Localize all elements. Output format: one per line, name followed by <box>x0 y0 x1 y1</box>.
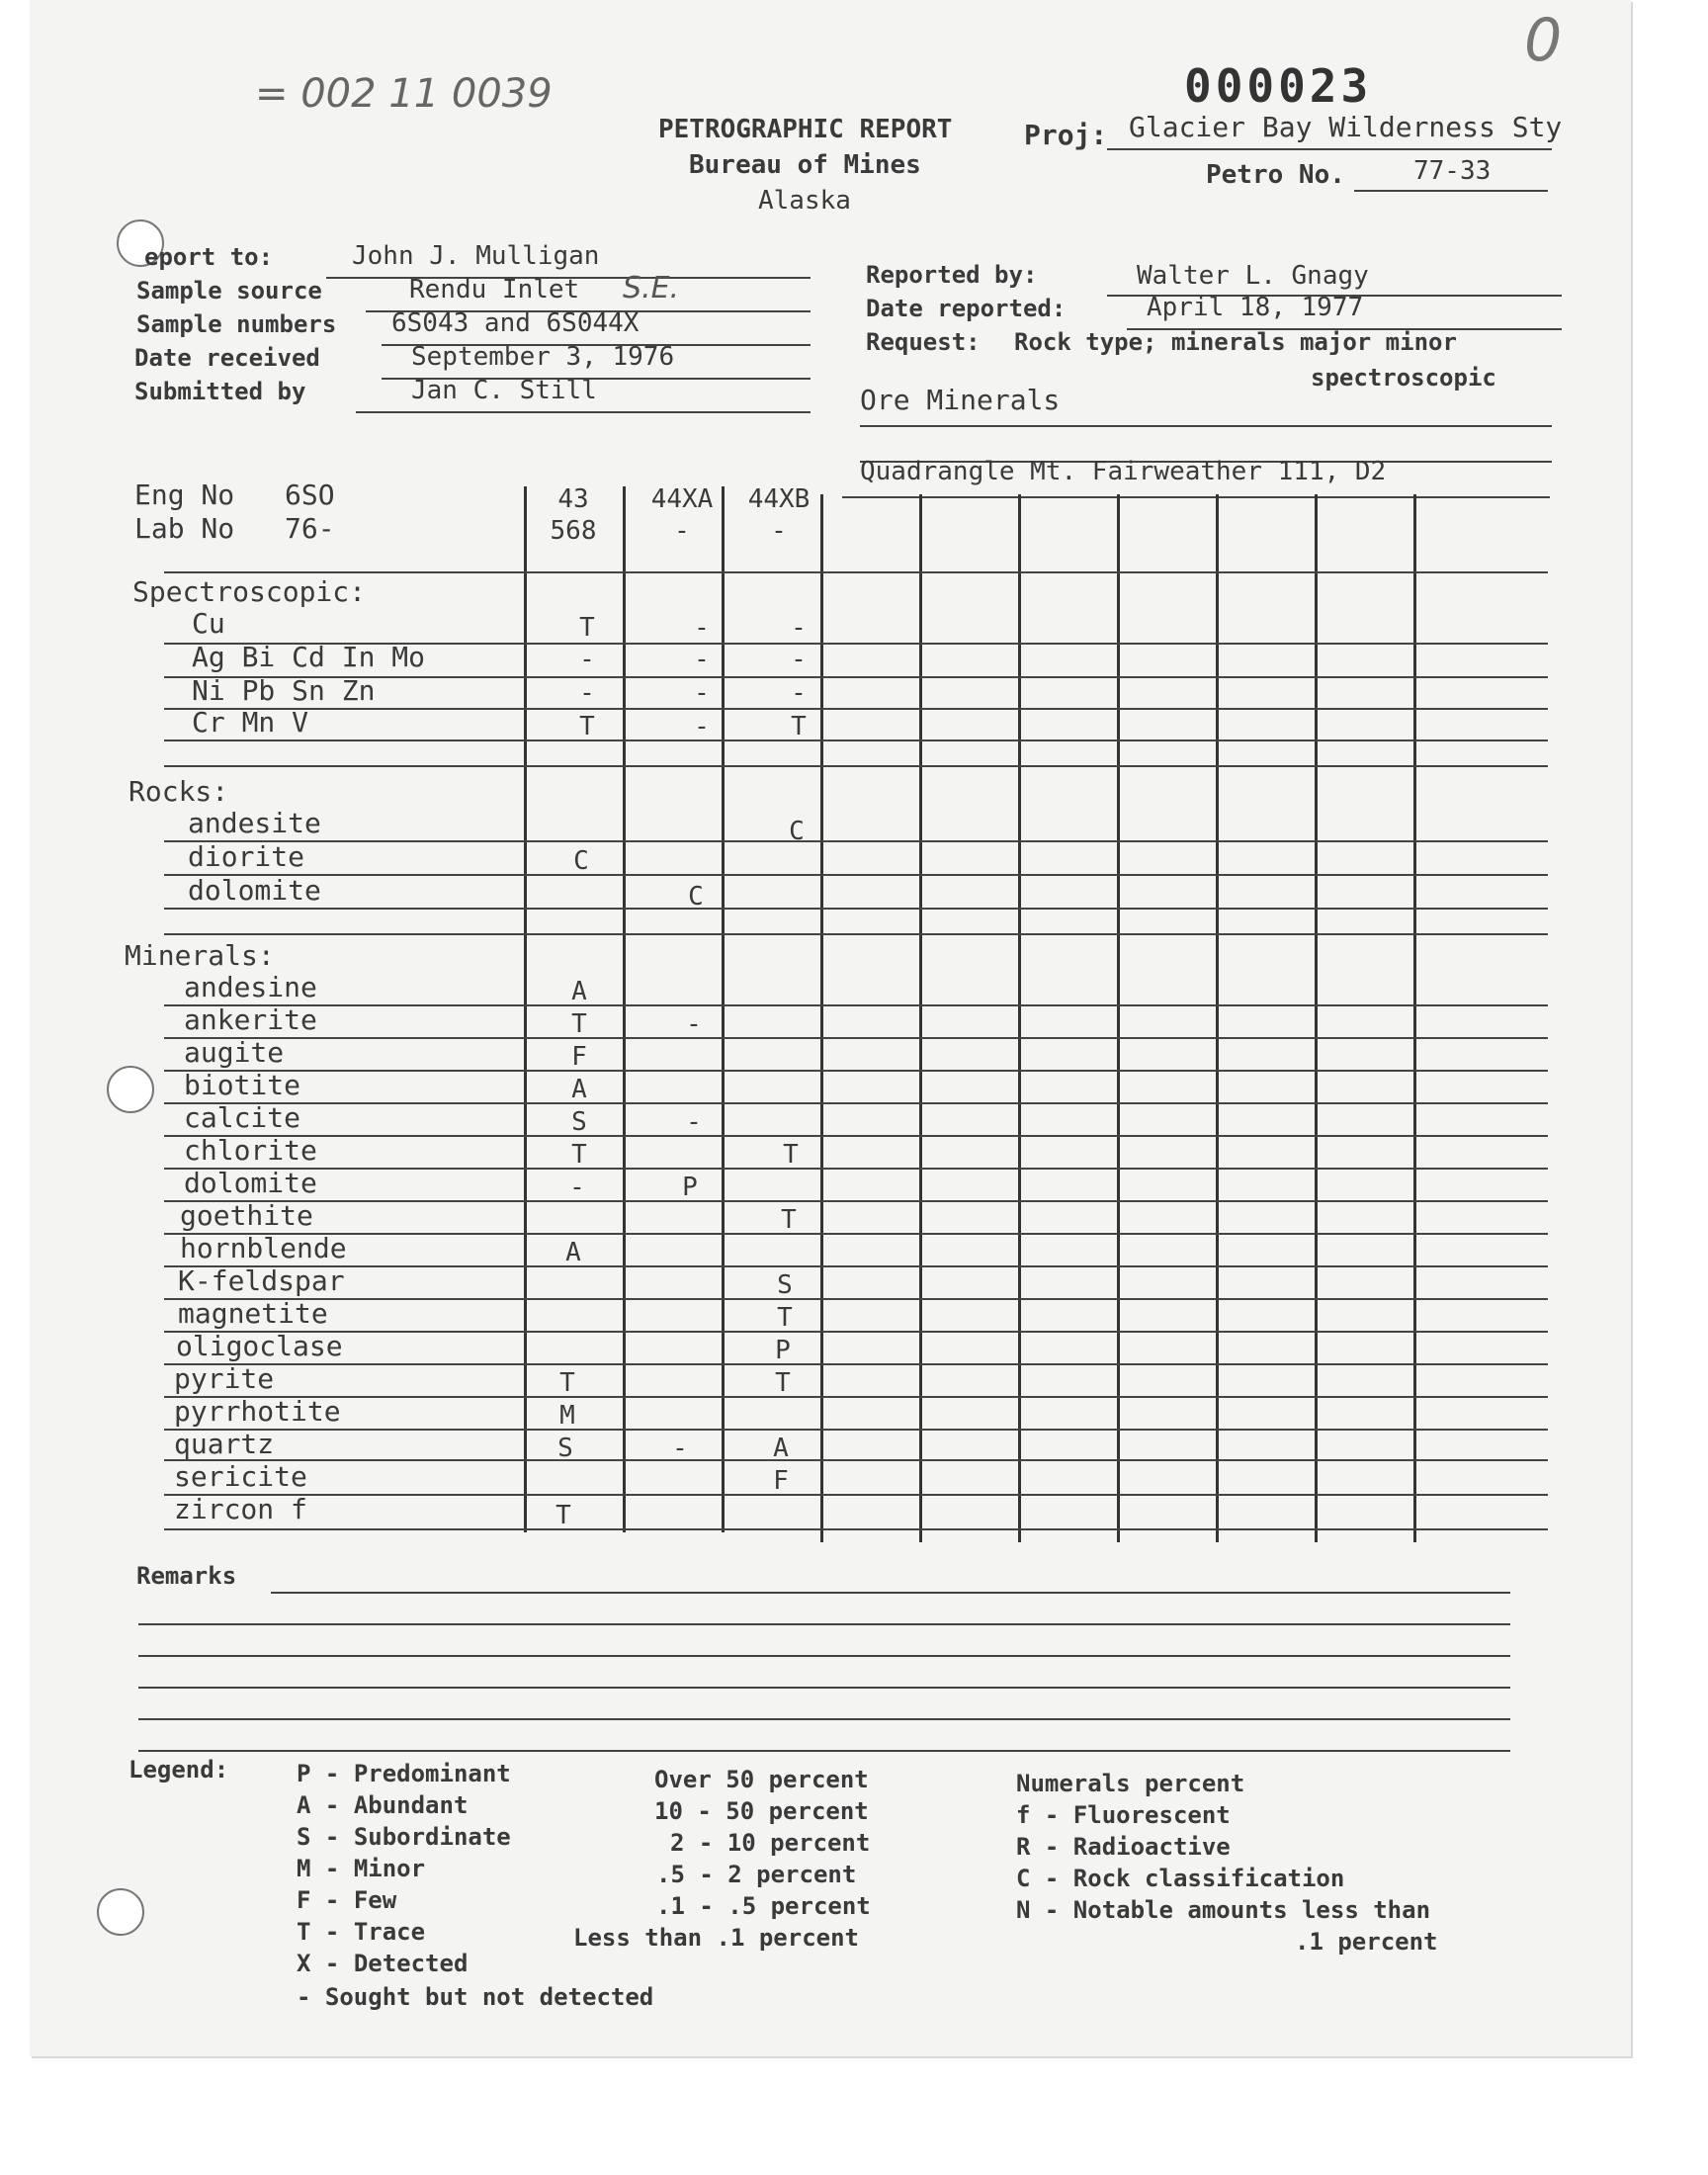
row-line <box>164 708 1548 710</box>
row-value-44xa: - <box>694 613 710 643</box>
submitted-by-underline <box>356 411 811 413</box>
legend-extra-radioactive: R - Radioactive <box>1016 1833 1231 1861</box>
row-line <box>164 1070 1548 1072</box>
row-value-44xb: T <box>783 1140 799 1170</box>
row-line <box>164 1037 1548 1039</box>
row-label: oligoclase <box>176 1330 343 1362</box>
sample-source-label: Sample source <box>136 277 322 304</box>
row-value-44xb: T <box>775 1368 791 1398</box>
remarks-line-4 <box>138 1687 1510 1689</box>
row-value-43: M <box>559 1401 575 1431</box>
eng-no-prefix: 6SO <box>285 478 335 511</box>
row-label: Ni Pb Sn Zn <box>192 674 376 707</box>
table-separator-header <box>164 571 1548 573</box>
row-value-44xb: A <box>773 1434 789 1463</box>
row-line <box>164 1168 1548 1170</box>
row-label: pyrrhotite <box>174 1395 341 1428</box>
row-value-43: - <box>579 645 595 674</box>
row-value-44xb: T <box>781 1205 797 1235</box>
proj-underline <box>1107 148 1552 150</box>
legend-code-m: M - Minor <box>297 1855 426 1882</box>
row-label: Ag Bi Cd In Mo <box>192 641 426 673</box>
section-spectroscopic: Spectroscopic: <box>132 575 367 608</box>
row-line <box>164 908 1548 910</box>
row-value-44xa: - <box>686 1009 702 1039</box>
request-line-1: Rock type; minerals major minor <box>1014 328 1457 356</box>
ore-minerals-label: Ore Minerals <box>860 384 1061 416</box>
remarks-line-2 <box>138 1623 1510 1625</box>
section-minerals: Minerals: <box>125 939 275 972</box>
row-label: andesine <box>184 971 317 1003</box>
row-value-44xb: P <box>775 1336 791 1365</box>
request-label: Request: <box>866 328 981 356</box>
section-rocks: Rocks: <box>128 775 229 808</box>
row-label: goethite <box>180 1199 313 1232</box>
reported-by-label: Reported by: <box>866 261 1038 289</box>
row-value-44xa: - <box>694 712 710 741</box>
row-line <box>164 1200 1548 1202</box>
punch-hole-middle <box>107 1066 154 1113</box>
column-header-44xb: 44XB <box>747 484 811 514</box>
lab-no-label: Lab No <box>134 512 235 545</box>
table-separator-rocks <box>164 933 1548 935</box>
row-label: andesite <box>188 807 321 839</box>
row-value-44xb: C <box>789 817 805 846</box>
legend-range-p: Over 50 percent <box>654 1766 869 1793</box>
row-label: hornblende <box>180 1232 347 1264</box>
row-label: quartz <box>174 1428 275 1460</box>
table-vline-10 <box>1413 494 1416 1542</box>
row-line <box>164 1396 1548 1398</box>
row-value-43: C <box>573 846 589 876</box>
row-label: pyrite <box>174 1362 275 1395</box>
legend-code-f: F - Few <box>297 1886 397 1914</box>
table-vline-7 <box>1117 494 1120 1542</box>
row-line <box>164 1494 1548 1496</box>
row-label: Cr Mn V <box>192 706 309 739</box>
row-value-43: A <box>565 1238 581 1267</box>
remarks-line-5 <box>138 1718 1510 1720</box>
row-label: chlorite <box>184 1134 317 1167</box>
row-value-44xa: - <box>694 678 710 708</box>
table-separator-spectroscopic <box>164 765 1548 767</box>
header-underline <box>842 496 1550 498</box>
legend-code-t: T - Trace <box>297 1918 426 1946</box>
remarks-line-6 <box>138 1750 1510 1752</box>
agency-name: Bureau of Mines <box>689 150 921 180</box>
legend-code-a: A - Abundant <box>297 1791 469 1819</box>
remarks-line-1 <box>271 1592 1510 1594</box>
lab-number-44xa: - <box>674 516 690 546</box>
row-line <box>164 1331 1548 1333</box>
row-label: augite <box>184 1036 285 1069</box>
row-label: K-feldspar <box>178 1264 345 1297</box>
row-value-43: A <box>571 1075 587 1104</box>
eng-no-label: Eng No <box>134 478 235 511</box>
row-value-44xa: P <box>682 1173 698 1202</box>
petro-value: 77-33 <box>1413 156 1492 186</box>
sample-numbers-value: 6S043 and 6S044X <box>391 308 640 338</box>
lab-number-43: 568 <box>550 516 597 546</box>
row-label: Cu <box>192 607 225 640</box>
sample-source-note: S.E. <box>623 271 680 305</box>
legend-extra-notable: N - Notable amounts less than <box>1016 1896 1431 1924</box>
remarks-label: Remarks <box>136 1562 237 1590</box>
report-to-label: eport to: <box>144 243 274 271</box>
row-value-43: - <box>579 678 595 708</box>
legend-code-dash: - Sought but not detected <box>297 1983 654 2011</box>
lab-number-44xb: - <box>771 516 787 546</box>
row-label: sericite <box>174 1460 307 1493</box>
legend-range-a: 10 - 50 percent <box>654 1797 869 1825</box>
petro-label: Petro No. <box>1206 160 1345 190</box>
row-value-43: T <box>559 1368 575 1398</box>
table-vline-8 <box>1216 494 1219 1542</box>
row-value-43: T <box>579 712 595 741</box>
proj-label: Proj: <box>1024 119 1108 151</box>
row-value-44xb: - <box>791 645 807 674</box>
legend-label: Legend: <box>128 1756 229 1784</box>
lab-no-prefix: 76- <box>285 512 335 545</box>
row-value-43: S <box>557 1434 573 1463</box>
column-header-44xa: 44XA <box>650 484 714 514</box>
proj-value: Glacier Bay Wilderness Sty <box>1129 111 1563 143</box>
legend-extra-rock-class: C - Rock classification <box>1016 1865 1345 1892</box>
table-vline-6 <box>1018 494 1021 1542</box>
row-value-44xa: C <box>688 882 704 912</box>
date-reported-value: April 18, 1977 <box>1147 293 1364 322</box>
row-label: ankerite <box>184 1003 317 1036</box>
row-value-43: T <box>579 613 595 643</box>
row-value-44xb: T <box>777 1303 793 1333</box>
row-label: magnetite <box>178 1297 328 1330</box>
row-label: zircon f <box>174 1493 307 1525</box>
corner-mark: 0 <box>1524 6 1563 75</box>
row-value-43: F <box>571 1042 587 1072</box>
row-value-44xa: - <box>672 1434 688 1463</box>
date-reported-label: Date reported: <box>866 295 1067 322</box>
row-line <box>164 1429 1548 1431</box>
row-line <box>164 840 1548 842</box>
row-line <box>164 1102 1548 1104</box>
legend-code-p: P - Predominant <box>297 1760 511 1787</box>
row-value-44xa: - <box>694 645 710 674</box>
row-value-43: - <box>569 1173 585 1202</box>
legend-extra-percent: .1 percent <box>1295 1928 1438 1956</box>
legend-range-m: .5 - 2 percent <box>656 1861 857 1888</box>
legend-code-s: S - Subordinate <box>297 1823 511 1851</box>
column-header-43: 43 <box>557 484 589 514</box>
row-value-43: T <box>555 1501 571 1530</box>
row-label: calcite <box>184 1101 301 1134</box>
row-line <box>164 1135 1548 1137</box>
doc-serial: 000023 <box>1184 59 1373 113</box>
row-value-44xb: - <box>791 613 807 643</box>
legend-range-f: .1 - .5 percent <box>656 1892 871 1920</box>
row-line <box>164 1298 1548 1300</box>
row-value-44xb: F <box>773 1466 789 1496</box>
row-value-43: S <box>571 1107 587 1137</box>
row-line <box>164 874 1548 876</box>
row-line <box>164 1363 1548 1365</box>
row-value-43: T <box>571 1140 587 1170</box>
state-name: Alaska <box>758 186 851 216</box>
row-line <box>164 1265 1548 1267</box>
row-value-44xa: - <box>686 1107 702 1137</box>
row-label: diorite <box>188 840 305 873</box>
request-line-2: spectroscopic <box>1311 364 1496 392</box>
reported-by-value: Walter L. Gnagy <box>1137 261 1369 291</box>
sample-numbers-label: Sample numbers <box>136 310 337 338</box>
table-vline-9 <box>1315 494 1318 1542</box>
punch-hole-bottom <box>97 1888 144 1936</box>
row-value-43: T <box>571 1009 587 1039</box>
row-line <box>164 1528 1548 1530</box>
row-value-44xb: - <box>791 678 807 708</box>
report-sheet <box>30 0 1631 2056</box>
row-value-43: A <box>571 977 587 1006</box>
petro-underline <box>1354 190 1548 192</box>
date-received-label: Date received <box>134 344 320 372</box>
legend-range-t: Less than .1 percent <box>573 1924 859 1952</box>
quadrangle-label: Quadrangle Mt. Fairweather 111, D2 <box>860 457 1387 486</box>
report-to-value: John J. Mulligan <box>352 241 600 271</box>
legend-code-x: X - Detected <box>297 1950 469 1977</box>
row-label: dolomite <box>188 874 321 907</box>
legend-extra-fluorescent: f - Fluorescent <box>1016 1801 1231 1829</box>
legend-extra-numerals: Numerals percent <box>1016 1770 1245 1797</box>
row-line <box>164 1004 1548 1006</box>
remarks-line-3 <box>138 1655 1510 1657</box>
row-value-44xb: S <box>777 1270 793 1300</box>
row-line <box>164 740 1548 741</box>
table-vline-5 <box>919 494 922 1542</box>
legend-range-s: 2 - 10 percent <box>670 1829 871 1857</box>
row-label: biotite <box>184 1069 301 1101</box>
submitted-by-value: Jan C. Still <box>411 376 597 405</box>
ore-minerals-underline <box>860 425 1552 427</box>
sample-source-value: Rendu Inlet <box>409 275 580 304</box>
handwritten-doc-number: = 002 11 0039 <box>255 71 553 117</box>
row-line <box>164 1233 1548 1235</box>
submitted-by-label: Submitted by <box>134 378 306 405</box>
row-value-44xb: T <box>791 712 807 741</box>
report-title: PETROGRAPHIC REPORT <box>658 115 953 144</box>
date-received-value: September 3, 1976 <box>411 342 675 372</box>
row-label: dolomite <box>184 1167 317 1199</box>
row-line <box>164 1459 1548 1461</box>
